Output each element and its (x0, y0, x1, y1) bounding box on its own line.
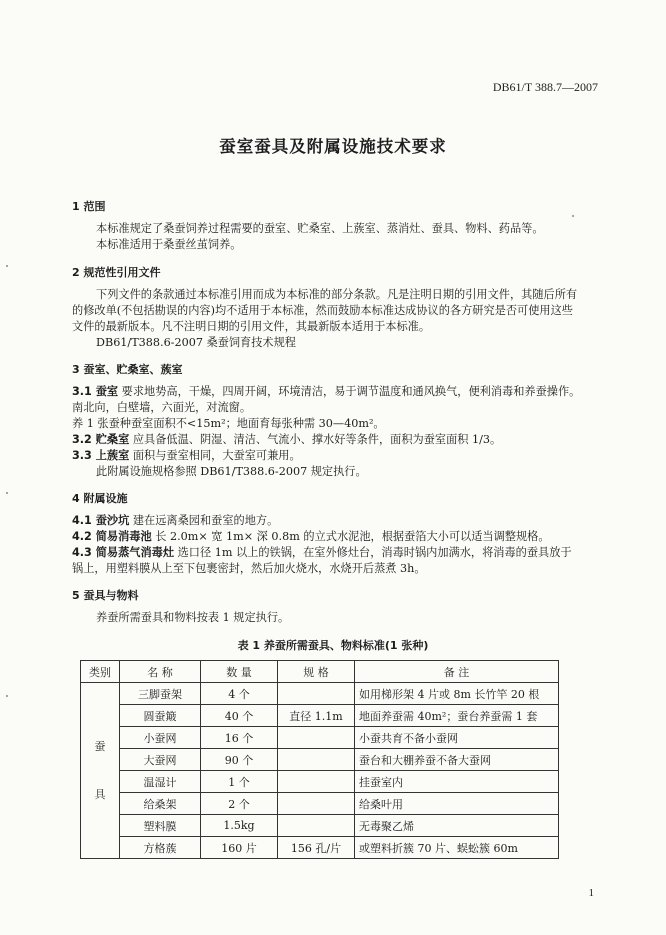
section-2-line: 下列文件的条款通过本标准引用而成为本标准的部分条款。凡是注明日期的引用文件，其随后所有 (96, 288, 578, 301)
item-spec (278, 749, 355, 771)
clause-3-1-text: 要求地势高，干燥，四周开阔，环境清洁，易于调节温度和通风换气，便利消毒和养蚕操作。 (118, 385, 581, 398)
item-name: 小蚕网 (120, 727, 201, 749)
item-name: 三脚蚕架 (120, 683, 201, 705)
document-title: 蚕室蚕具及附属设施技术要求 (219, 137, 447, 156)
item-quantity: 4 个 (201, 683, 278, 705)
section-1-heading: 1 范围 (72, 200, 106, 213)
item-spec (278, 815, 355, 837)
header-spec: 规 格 (278, 661, 355, 683)
scan-speck (572, 215, 574, 217)
section-3-heading: 3 蚕室、贮桑室、蔟室 (72, 363, 183, 376)
clause-4-1 (72, 513, 278, 529)
header-category: 类别 (81, 661, 120, 683)
item-note: 如用梯形架 4 片或 8m 长竹竿 20 根 (355, 683, 559, 705)
section-1-line: 本标准适用于桑蚕丝茧饲养。 (96, 238, 242, 251)
item-note: 或塑料折簇 70 片、蜈蚣簇 60m (355, 837, 559, 859)
header-quantity: 数 量 (201, 661, 278, 683)
clause-4-3-line: 锅上，用塑料膜从上至下包裹密封，然后加火烧水，水烧开后蒸煮 3h。 (72, 562, 426, 575)
clause-4-3-text: 选口径 1m 以上的铁锅，在室外修灶台，消毒时锅内加满水，将消毒的蚕具放于 (174, 546, 572, 559)
item-note: 无毒聚乙烯 (355, 815, 559, 837)
scan-speck (6, 695, 8, 697)
item-note: 小蚕共育不备小蚕网 (355, 727, 559, 749)
category-label: 蚕 (94, 739, 106, 753)
category-cell (81, 683, 120, 859)
table-row (81, 749, 559, 771)
item-note: 挂蚕室内 (355, 771, 559, 793)
clause-3-3-label: 3.3 上蔟室 (72, 449, 130, 462)
table-row (81, 837, 559, 859)
clause-4-2 (72, 529, 550, 545)
item-quantity: 2 个 (201, 793, 278, 815)
table-row (81, 705, 559, 727)
materials-table (80, 660, 559, 859)
clause-4-2-label: 4.2 简易消毒池 (72, 530, 152, 543)
section-2-line: 文件的最新版本。凡不注明日期的引用文件，其最新版本适用于本标准。 (72, 320, 431, 333)
item-quantity: 40 个 (201, 705, 278, 727)
item-quantity: 1.5kg (201, 815, 278, 837)
table-row (81, 727, 559, 749)
item-quantity: 160 片 (201, 837, 278, 859)
section-5-line: 养蚕所需蚕具和物料按表 1 规定执行。 (96, 611, 290, 624)
item-name: 方格蔟 (120, 837, 201, 859)
clause-3-1-line: 养 1 张蚕种蚕室面积不<15m²；地面育每张种需 30—40m²。 (72, 417, 385, 430)
item-quantity: 90 个 (201, 749, 278, 771)
item-spec (278, 683, 355, 705)
scan-speck (6, 492, 8, 494)
section-1-line: 本标准规定了桑蚕饲养过程需要的蚕室、贮桑室、上蔟室、蒸消灶、蚕具、物料、药品等。 (96, 222, 544, 235)
item-name: 温湿计 (120, 771, 201, 793)
section-2-line: 的修改单(不包括勘误的内容)均不适用于本标准，然而鼓励本标准达成协议的各方研究是否可使用这些 (72, 304, 573, 317)
page-number: 1 (588, 887, 594, 899)
clause-4-1-text: 建在远离桑园和蚕室的地方。 (129, 514, 279, 527)
item-spec: 直径 1.1m (278, 705, 355, 727)
clause-3-3 (72, 448, 301, 464)
item-note: 地面养蚕需 40m²；蚕台养蚕需 1 套 (355, 705, 559, 727)
item-quantity: 1 个 (201, 771, 278, 793)
item-name: 圆蚕簸 (120, 705, 201, 727)
header-note: 备 注 (355, 661, 559, 683)
clause-4-3 (72, 545, 572, 561)
section-4-heading: 4 附属设施 (72, 492, 128, 505)
item-note: 给桑叶用 (355, 793, 559, 815)
item-name: 大蚕网 (120, 749, 201, 771)
scan-speck (6, 265, 8, 267)
clause-3-2 (72, 432, 501, 448)
clause-3-1 (72, 384, 580, 400)
normative-reference: DB61/T388.6-2007 桑蚕饲育技术规程 (96, 336, 296, 349)
table-header-row (81, 661, 559, 683)
item-name: 塑料膜 (120, 815, 201, 837)
table-row (81, 815, 559, 837)
clause-3-2-label: 3.2 贮桑室 (72, 433, 130, 446)
item-spec (278, 727, 355, 749)
item-spec (278, 771, 355, 793)
clause-3-3-line: 此附属设施规格参照 DB61/T388.6-2007 规定执行。 (96, 465, 367, 478)
item-quantity: 16 个 (201, 727, 278, 749)
item-name: 给桑架 (120, 793, 201, 815)
table-row (81, 683, 559, 705)
item-note: 蚕台和大棚养蚕不备大蚕网 (355, 749, 559, 771)
clause-4-1-label: 4.1 蚕沙坑 (72, 514, 130, 527)
category-label: 具 (94, 787, 106, 801)
clause-3-2-text: 应具备低温、阴湿、清洁、气流小、撑水好等条件，面积为蚕室面积 1/3。 (129, 433, 502, 446)
table-row (81, 793, 559, 815)
clause-3-1-line: 南北向，白壁墙，六面光，对流窗。 (72, 401, 252, 414)
clause-4-3-label: 4.3 简易蒸气消毒灶 (72, 546, 175, 559)
clause-3-3-text: 面积与蚕室相同，大蚕室可兼用。 (129, 449, 301, 462)
header-name: 名 称 (120, 661, 201, 683)
clause-3-1-label: 3.1 蚕室 (72, 385, 119, 398)
document-number: DB61/T 388.7—2007 (492, 80, 598, 94)
table-row (81, 771, 559, 793)
item-spec: 156 孔/片 (278, 837, 355, 859)
item-spec (278, 793, 355, 815)
section-5-heading: 5 蚕具与物料 (72, 589, 139, 602)
section-2-heading: 2 规范性引用文件 (72, 266, 161, 279)
clause-4-2-text: 长 2.0m× 宽 1m× 深 0.8m 的立式水泥池，根据蚕箔大小可以适当调整规格。 (151, 530, 550, 543)
table-caption: 表 1 养蚕所需蚕具、物料标准(1 张种) (237, 639, 429, 652)
